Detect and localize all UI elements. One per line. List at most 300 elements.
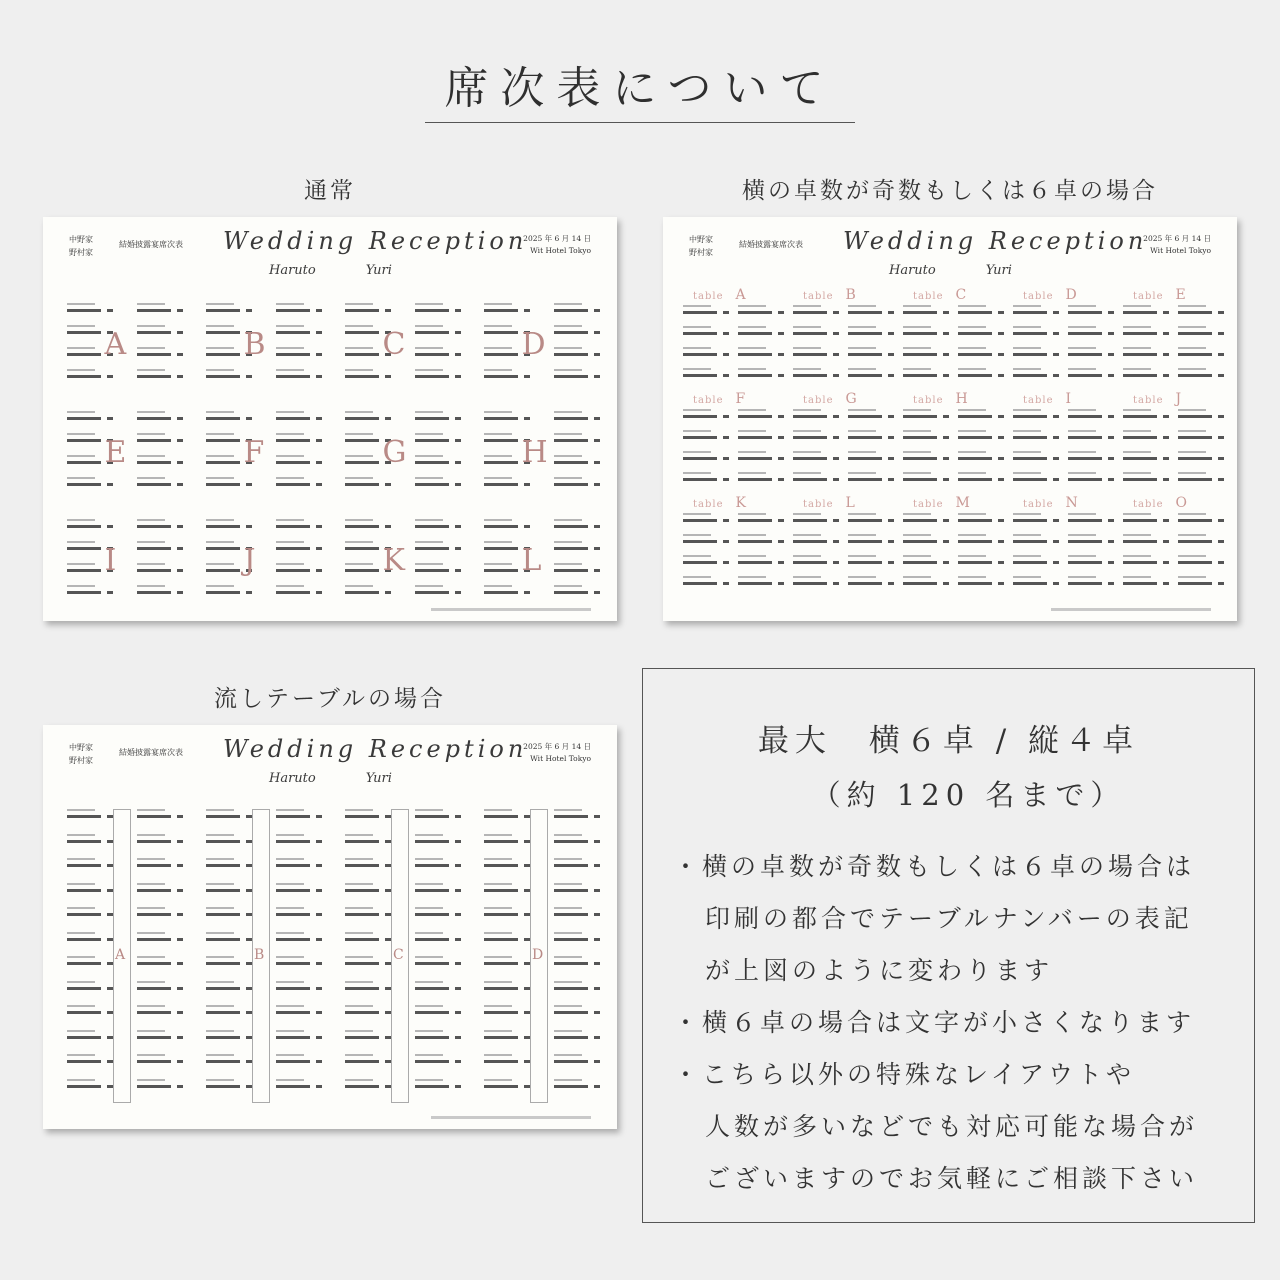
guest-name xyxy=(903,457,937,460)
guest-role xyxy=(484,932,512,934)
guest-role xyxy=(345,1005,373,1007)
guest-name xyxy=(345,483,379,486)
guest-honorific xyxy=(1053,415,1059,418)
table-label xyxy=(913,391,968,407)
guest-name xyxy=(415,461,449,464)
guest-role xyxy=(345,834,373,836)
guest-role xyxy=(738,513,766,515)
guest-name xyxy=(1068,436,1102,439)
guest-role xyxy=(738,576,766,578)
guest-role xyxy=(415,834,443,836)
table-word: table xyxy=(693,499,724,510)
guest-role xyxy=(683,534,711,536)
seating-chart-normal xyxy=(43,217,617,621)
guest-role xyxy=(903,326,931,328)
guest-honorific xyxy=(723,374,729,377)
guest-honorific xyxy=(246,1060,252,1063)
guest-entry xyxy=(1123,347,1183,363)
guest-role xyxy=(137,858,165,860)
guest-honorific xyxy=(177,962,183,965)
guest-role xyxy=(345,369,373,371)
guest-role xyxy=(903,472,931,474)
guest-honorific xyxy=(455,591,461,594)
guest-entry xyxy=(793,534,853,550)
guest-honorific xyxy=(246,889,252,892)
guest-name xyxy=(554,962,588,965)
guest-role xyxy=(67,433,95,435)
guest-role xyxy=(554,519,582,521)
guest-honorific xyxy=(833,415,839,418)
guest-entry xyxy=(738,305,798,321)
guest-honorific xyxy=(594,864,600,867)
guest-role xyxy=(484,369,512,371)
guest-role xyxy=(903,409,931,411)
guest-entry xyxy=(67,541,127,557)
guest-role xyxy=(415,858,443,860)
guest-honorific xyxy=(107,913,113,916)
guest-entry xyxy=(738,430,798,446)
guest-name xyxy=(484,864,518,867)
guest-entry xyxy=(683,451,743,467)
table-label xyxy=(913,495,970,511)
guest-honorific xyxy=(594,1060,600,1063)
guest-entry xyxy=(848,430,908,446)
guest-name xyxy=(67,331,101,334)
guest-honorific xyxy=(177,591,183,594)
guest-name xyxy=(484,461,518,464)
couple-names xyxy=(269,263,442,278)
guest-honorific xyxy=(524,889,530,892)
guest-role xyxy=(137,883,165,885)
guest-honorific xyxy=(1053,540,1059,543)
title-rule xyxy=(425,122,855,123)
guest-role xyxy=(206,834,234,836)
guest-role xyxy=(1013,555,1041,557)
note-line: が上図のように変わります xyxy=(705,956,1054,985)
guest-honorific xyxy=(723,332,729,335)
guest-role xyxy=(554,858,582,860)
guest-role xyxy=(415,369,443,371)
guest-role xyxy=(1178,409,1206,411)
guest-entry xyxy=(206,883,266,899)
guest-entry xyxy=(67,834,127,850)
guest-entry xyxy=(738,555,798,571)
guest-role xyxy=(484,834,512,836)
guest-honorific xyxy=(594,1036,600,1039)
guest-role xyxy=(206,809,234,811)
guest-honorific xyxy=(177,864,183,867)
guest-name xyxy=(67,483,101,486)
guest-role xyxy=(137,956,165,958)
guest-entry xyxy=(206,1054,266,1070)
guest-role xyxy=(415,541,443,543)
guest-entry xyxy=(554,369,614,385)
guest-name xyxy=(345,840,379,843)
guest-honorific xyxy=(1053,582,1059,585)
guest-honorific xyxy=(177,815,183,818)
guest-name xyxy=(415,962,449,965)
guest-name xyxy=(484,962,518,965)
guest-role xyxy=(67,1030,95,1032)
guest-entry xyxy=(554,809,614,825)
guest-name xyxy=(484,1060,518,1063)
guest-entry xyxy=(67,563,127,579)
guest-honorific xyxy=(1163,332,1169,335)
guest-honorific xyxy=(385,938,391,941)
footnote xyxy=(431,608,591,611)
guest-entry xyxy=(67,981,127,997)
guest-entry xyxy=(1068,576,1128,592)
guest-role xyxy=(415,809,443,811)
guest-role xyxy=(206,433,234,435)
guest-entry xyxy=(345,858,405,874)
guest-honorific xyxy=(1163,540,1169,543)
guest-entry xyxy=(415,834,475,850)
guest-entry xyxy=(345,585,405,601)
guest-role xyxy=(793,347,821,349)
guest-role xyxy=(67,477,95,479)
guest-entry xyxy=(345,1079,405,1095)
guest-honorific xyxy=(385,309,391,312)
guest-entry xyxy=(554,907,614,923)
guest-entry xyxy=(1068,472,1128,488)
guest-role xyxy=(484,303,512,305)
guest-role xyxy=(1178,305,1206,307)
guest-role xyxy=(554,883,582,885)
guest-role xyxy=(484,1005,512,1007)
guest-honorific xyxy=(778,311,784,314)
guest-entry xyxy=(958,305,1018,321)
guest-name xyxy=(415,439,449,442)
guest-name xyxy=(276,840,310,843)
guest-honorific xyxy=(177,889,183,892)
guest-name xyxy=(345,417,379,420)
guest-entry xyxy=(206,809,266,825)
guest-honorific xyxy=(246,840,252,843)
guest-role xyxy=(1123,555,1151,557)
guest-honorific xyxy=(943,332,949,335)
guest-honorific xyxy=(888,540,894,543)
guest-honorific xyxy=(888,311,894,314)
guest-role xyxy=(67,907,95,909)
note-line: ・横６卓の場合は文字が小さくなります xyxy=(673,1008,1196,1037)
guest-entry xyxy=(415,563,475,579)
guest-role xyxy=(1178,472,1206,474)
guest-entry xyxy=(484,369,544,385)
guest-role xyxy=(345,303,373,305)
guest-name xyxy=(1123,374,1157,377)
guest-honorific xyxy=(594,840,600,843)
guest-name xyxy=(958,436,992,439)
guest-role xyxy=(554,477,582,479)
guest-honorific xyxy=(316,417,322,420)
guest-entry xyxy=(903,347,963,363)
guest-entry xyxy=(958,430,1018,446)
guest-entry xyxy=(67,1054,127,1070)
table-word: table xyxy=(913,291,944,302)
guest-role xyxy=(415,883,443,885)
guest-role xyxy=(903,513,931,515)
guest-role xyxy=(137,477,165,479)
guest-role xyxy=(683,305,711,307)
guest-name xyxy=(137,962,171,965)
guest-role xyxy=(1068,513,1096,515)
guest-role xyxy=(683,576,711,578)
table-label: A xyxy=(104,327,127,362)
guest-role xyxy=(415,1030,443,1032)
guest-role xyxy=(1068,305,1096,307)
guest-honorific xyxy=(385,591,391,594)
guest-name xyxy=(848,561,882,564)
guest-entry xyxy=(137,563,197,579)
guest-entry xyxy=(276,1054,336,1070)
guest-honorific xyxy=(385,375,391,378)
guest-role xyxy=(1068,555,1096,557)
guest-entry xyxy=(1178,430,1237,446)
guest-honorific xyxy=(246,938,252,941)
guest-role xyxy=(484,455,512,457)
guest-role xyxy=(67,1005,95,1007)
guest-entry xyxy=(738,534,798,550)
table-word: table xyxy=(803,395,834,406)
guest-role xyxy=(848,409,876,411)
guest-honorific xyxy=(177,569,183,572)
guest-role xyxy=(554,1079,582,1081)
guest-role xyxy=(137,809,165,811)
guest-entry xyxy=(683,305,743,321)
guest-name xyxy=(137,1085,171,1088)
guest-role xyxy=(206,347,234,349)
guest-entry xyxy=(415,477,475,493)
guest-role xyxy=(276,585,304,587)
guest-honorific xyxy=(778,561,784,564)
guest-entry xyxy=(1123,472,1183,488)
guest-name xyxy=(793,332,827,335)
guest-role xyxy=(276,369,304,371)
guest-entry xyxy=(1068,430,1128,446)
guest-name xyxy=(1178,561,1212,564)
guest-name xyxy=(1178,374,1212,377)
guest-honorific xyxy=(107,1036,113,1039)
table-label xyxy=(1023,391,1071,407)
table-label xyxy=(803,287,856,303)
guest-name xyxy=(958,332,992,335)
guest-entry xyxy=(415,303,475,319)
guest-entry xyxy=(554,956,614,972)
guest-name xyxy=(67,375,101,378)
guest-entry xyxy=(903,513,963,529)
guest-entry xyxy=(206,834,266,850)
guest-name xyxy=(415,815,449,818)
guest-entry xyxy=(137,519,197,535)
guest-honorific xyxy=(888,415,894,418)
guest-role xyxy=(738,472,766,474)
guest-name xyxy=(848,519,882,522)
table-label: B xyxy=(254,947,265,963)
guest-role xyxy=(276,433,304,435)
guest-entry xyxy=(793,451,853,467)
guest-role xyxy=(67,541,95,543)
guest-honorific xyxy=(1108,478,1114,481)
guest-honorific xyxy=(998,332,1004,335)
table-label xyxy=(1023,495,1078,511)
guest-honorific xyxy=(888,519,894,522)
guest-entry xyxy=(1013,576,1073,592)
guest-name xyxy=(683,436,717,439)
guest-role xyxy=(484,433,512,435)
guest-entry xyxy=(206,541,266,557)
guest-entry xyxy=(1068,513,1128,529)
guest-honorific xyxy=(594,938,600,941)
guest-honorific xyxy=(177,353,183,356)
guest-role xyxy=(793,513,821,515)
guest-entry xyxy=(345,1054,405,1070)
guest-entry xyxy=(345,519,405,535)
bride-name: Yuri xyxy=(985,263,1012,278)
guest-name xyxy=(206,591,240,594)
guest-role xyxy=(276,981,304,983)
guest-name xyxy=(345,375,379,378)
guest-role xyxy=(848,326,876,328)
guest-role xyxy=(415,585,443,587)
note-line: 印刷の都合でテーブルナンバーの表記 xyxy=(705,904,1193,933)
guest-entry xyxy=(1178,534,1237,550)
guest-entry xyxy=(276,809,336,825)
guest-name xyxy=(1178,457,1212,460)
guest-role xyxy=(345,858,373,860)
guest-role xyxy=(67,303,95,305)
guest-name xyxy=(1123,353,1157,356)
table-word: table xyxy=(803,291,834,302)
guest-name xyxy=(206,375,240,378)
guest-role xyxy=(484,858,512,860)
guest-name xyxy=(206,815,240,818)
guest-role xyxy=(738,451,766,453)
guest-entry xyxy=(903,326,963,342)
guest-name xyxy=(554,331,588,334)
guest-entry xyxy=(1013,430,1073,446)
guest-honorific xyxy=(1163,519,1169,522)
guest-entry xyxy=(276,834,336,850)
guest-role xyxy=(206,1079,234,1081)
guest-name xyxy=(276,417,310,420)
guest-role xyxy=(1178,347,1206,349)
guest-honorific xyxy=(1108,332,1114,335)
guest-role xyxy=(484,325,512,327)
guest-honorific xyxy=(594,309,600,312)
guest-role xyxy=(903,305,931,307)
script-title: Wedding Reception xyxy=(223,227,528,255)
guest-role xyxy=(415,932,443,934)
guest-honorific xyxy=(316,309,322,312)
guest-role xyxy=(67,411,95,413)
guest-entry xyxy=(345,932,405,948)
guest-honorific xyxy=(778,374,784,377)
guest-entry xyxy=(903,430,963,446)
guest-role xyxy=(206,303,234,305)
guest-role xyxy=(683,347,711,349)
guest-name xyxy=(345,987,379,990)
guest-honorific xyxy=(833,582,839,585)
guest-name xyxy=(958,311,992,314)
guest-entry xyxy=(276,325,336,341)
guest-role xyxy=(206,1030,234,1032)
guest-entry xyxy=(206,585,266,601)
guest-name xyxy=(137,331,171,334)
footnote xyxy=(1051,608,1211,611)
guest-honorific xyxy=(943,457,949,460)
guest-honorific xyxy=(107,309,113,312)
guest-role xyxy=(206,369,234,371)
guest-name xyxy=(206,569,240,572)
guest-entry xyxy=(683,347,743,363)
guest-role xyxy=(958,513,986,515)
guest-role xyxy=(137,433,165,435)
guest-name xyxy=(137,353,171,356)
guest-name xyxy=(67,353,101,356)
guest-role xyxy=(137,563,165,565)
guest-honorific xyxy=(998,436,1004,439)
guest-name xyxy=(345,547,379,550)
main-title: 席次表について xyxy=(444,63,836,114)
guest-role xyxy=(67,932,95,934)
guest-honorific xyxy=(594,483,600,486)
guest-role xyxy=(276,477,304,479)
table-letter: J xyxy=(1175,391,1182,407)
guest-honorific xyxy=(177,439,183,442)
guest-entry xyxy=(137,883,197,899)
guest-name xyxy=(554,840,588,843)
guest-name xyxy=(137,461,171,464)
guest-role xyxy=(958,305,986,307)
guest-honorific xyxy=(1108,436,1114,439)
guest-honorific xyxy=(594,591,600,594)
guest-name xyxy=(67,1085,101,1088)
guest-role xyxy=(276,519,304,521)
guest-role xyxy=(415,1079,443,1081)
guest-entry xyxy=(276,932,336,948)
guest-role xyxy=(1013,451,1041,453)
guest-role xyxy=(958,451,986,453)
guest-honorific xyxy=(316,889,322,892)
table-word: table xyxy=(693,395,724,406)
guest-name xyxy=(683,353,717,356)
guest-entry xyxy=(793,409,853,425)
guest-honorific xyxy=(888,332,894,335)
guest-role xyxy=(848,451,876,453)
guest-name xyxy=(276,331,310,334)
guest-entry xyxy=(848,451,908,467)
guest-role xyxy=(1178,326,1206,328)
table-letter: K xyxy=(735,495,746,511)
guest-role xyxy=(345,907,373,909)
guest-entry xyxy=(848,326,908,342)
script-title: Wedding Reception xyxy=(843,227,1148,255)
bride-family: 野村家 xyxy=(689,248,713,257)
guest-role xyxy=(793,534,821,536)
guest-entry xyxy=(1178,305,1237,321)
guest-name xyxy=(958,561,992,564)
guest-honorific xyxy=(888,582,894,585)
guest-entry xyxy=(276,477,336,493)
guest-role xyxy=(67,455,95,457)
guest-name xyxy=(276,889,310,892)
guest-role xyxy=(345,809,373,811)
guest-name xyxy=(1068,457,1102,460)
guest-entry xyxy=(67,477,127,493)
guest-name xyxy=(345,591,379,594)
guest-role xyxy=(484,477,512,479)
